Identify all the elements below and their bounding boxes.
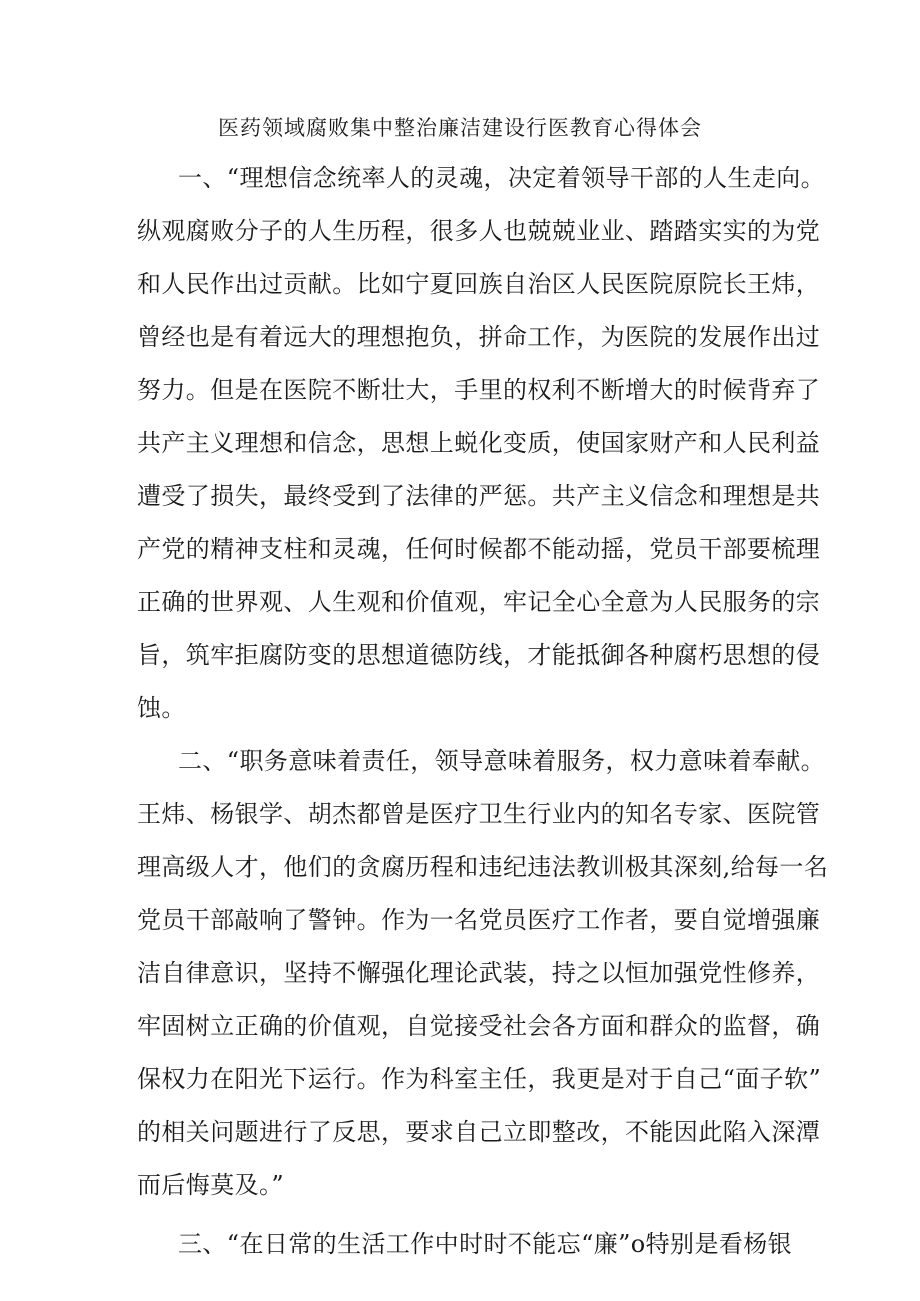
paragraph-1-line-4: 曾经也是有着远大的理想抱负，拼命工作，为医院的发展作出过 [137,323,821,351]
paragraph-1-line-8: 产党的精神支柱和灵魂，任何时候都不能动摇，党员干部要梳理 [137,535,821,563]
paragraph-1-line-2: 纵观腐败分子的人生历程，很多人也兢兢业业、踏踏实实的为党 [137,217,821,245]
paragraph-2-line-5: 洁自律意识，坚持不懈强化理论武装，持之以恒加强党性修养， [137,959,821,987]
paragraph-1-line-10: 旨，筑牢拒腐防变的思想道德防线，才能抵御各种腐朽思想的侵 [137,641,821,669]
paragraph-3-line-1: 三、“在日常的生活工作中时时不能忘“廉”o特别是看杨银 [178,1230,793,1258]
paragraph-1-line-6: 共产主义理想和信念，思想上蜕化变质，使国家财产和人民利益 [137,429,821,457]
paragraph-2-line-3: 理高级人才，他们的贪腐历程和违纪违法教训极其深刻,给每一名 [137,853,829,881]
document-title: 医药领域腐败集中整治廉洁建设行医教育心得体会 [218,116,702,140]
paragraph-1-line-3: 和人民作出过贡献。比如宁夏回族自治区人民医院原院长王炜， [137,270,821,298]
paragraph-2-line-8: 的相关问题进行了反思，要求自己立即整改，不能因此陷入深潭 [137,1118,821,1146]
paragraph-2-line-1: 二、“职务意味着责任，领导意味着服务，权力意味着奉献。 [178,747,826,775]
paragraph-1-line-7: 遭受了损失，最终受到了法律的严惩。共产主义信念和理想是共 [137,482,821,510]
paragraph-2-line-6: 牢固树立正确的价值观，自觉接受社会各方面和群众的监督，确 [137,1012,821,1040]
paragraph-2-line-2: 王炜、杨银学、胡杰都曾是医疗卫生行业内的知名专家、医院管 [137,800,821,828]
paragraph-1-line-1: 一、“理想信念统率人的灵魂，决定着领导干部的人生走向。 [178,164,826,192]
paragraph-2-line-9: 而后悔莫及。” [137,1171,285,1199]
paragraph-1-line-11: 蚀。 [137,694,186,722]
paragraph-2-line-4: 党员干部敲响了警钟。作为一名党员医疗工作者，要自觉增强廉 [137,906,821,934]
paragraph-2-line-7: 保权力在阳光下运行。作为科室主任，我更是对于自己“面子软” [137,1065,822,1093]
paragraph-1-line-9: 正确的世界观、人生观和价值观，牢记全心全意为人民服务的宗 [137,588,821,616]
paragraph-1-line-5: 努力。但是在医院不断壮大，手里的权利不断增大的时候背弃了 [137,376,821,404]
